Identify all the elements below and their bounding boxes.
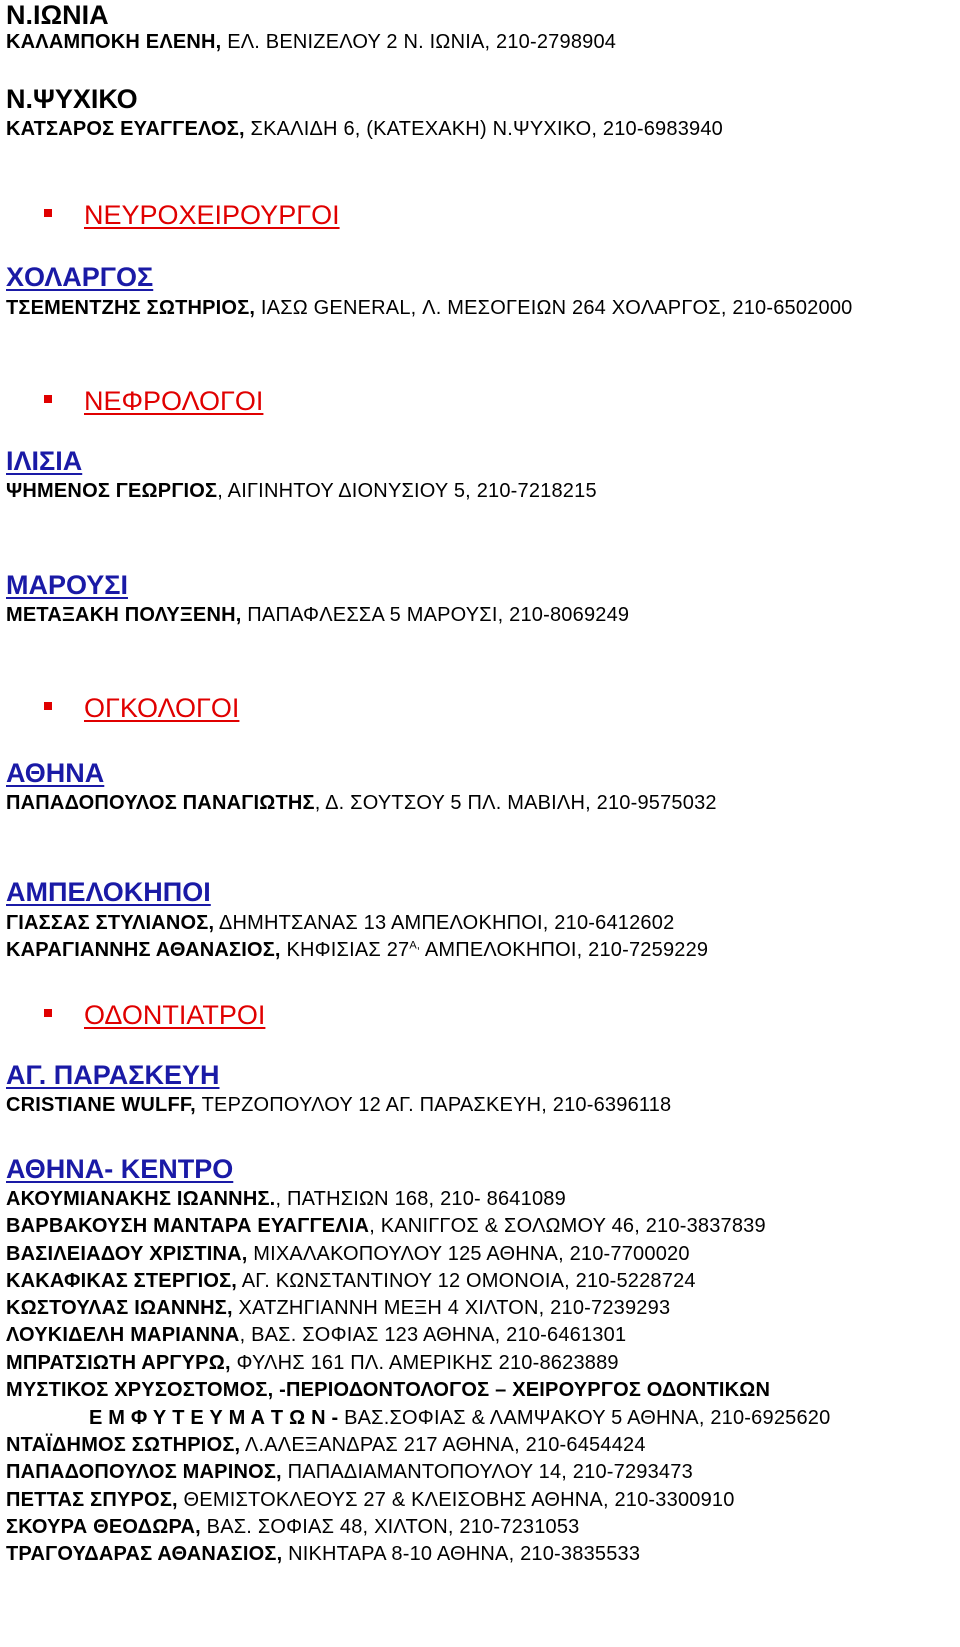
entry-name: ΣΚΟΥΡΑ ΘΕΟΔΩΡΑ, (6, 1516, 201, 1538)
entry-details: ΒΑΣ.ΣΟΦΙΑΣ & ΛΑΜΨΑΚΟΥ 5 ΑΘΗΝΑ, 210-6925620 (338, 1407, 831, 1429)
area-heading: ΑΘΗΝΑ- ΚΕΝΤΡΟ (6, 1154, 234, 1184)
entry-superscript: Α, (409, 939, 421, 952)
entry-name: ΑΚΟΥΜΙΑΝΑΚΗΣ ΙΩΑΝΝΗΣ. (6, 1188, 276, 1210)
entry-name: CRISTIANE WULFF, (6, 1094, 196, 1116)
directory-entry (6, 29, 616, 55)
directory-entry (6, 295, 852, 321)
entry-details: ΚΗΦΙΣΙΑΣ 27 (280, 939, 410, 961)
directory-entry (6, 1268, 696, 1294)
entry-details: Λ.ΑΛΕΞΑΝΔΡΑΣ 217 ΑΘΗΝΑ, 210-6454424 (240, 1434, 646, 1456)
entry-details: ΑΓ. ΚΩΝΣΤΑΝΤΙΝΟΥ 12 ΟΜΟΝΟΙΑ, 210-5228724 (237, 1270, 696, 1292)
entry-name: ΜΠΡΑΤΣΙΩΤΗ ΑΡΓΥΡΩ, (6, 1352, 231, 1374)
directory-entry (6, 1459, 693, 1485)
entry-name: ΚΩΣΤΟΥΛΑΣ ΙΩΑΝΝΗΣ, (6, 1297, 233, 1319)
entry-name: ΠΑΠΑΔΟΠΟΥΛΟΣ ΜΑΡΙΝΟΣ, (6, 1461, 282, 1483)
area-heading: ΙΛΙΣΙΑ (6, 446, 83, 476)
directory-entry (6, 1350, 619, 1376)
bullet-icon (44, 1009, 52, 1017)
bullet-icon (44, 395, 52, 403)
area-heading: ΑΜΠΕΛΟΚΗΠΟΙ (6, 877, 211, 907)
entry-details: ΒΑΣ. ΣΟΦΙΑΣ 48, ΧΙΛΤΟΝ, 210-7231053 (200, 1516, 580, 1538)
entry-name: ΝΤΑΪΔΗΜΟΣ ΣΩΤΗΡΙΟΣ, (6, 1434, 241, 1456)
entry-details: ΣΚΑΛΙΔΗ 6, (ΚΑΤΕΧΑΚΗ) Ν.ΨΥΧΙΚΟ, 210-6983940 (244, 118, 723, 140)
entry-details: ΤΕΡΖΟΠΟΥΛΟΥ 12 ΑΓ. ΠΑΡΑΣΚΕΥΗ, 210-6396118 (195, 1094, 672, 1116)
directory-entry (6, 790, 717, 816)
entry-details: ΕΛ. ΒΕΝΙΖΕΛΟΥ 2 Ν. ΙΩΝΙΑ, 210-2798904 (221, 31, 617, 53)
entry-details: ΙΑΣΩ GENERAL, Λ. ΜΕΣΟΓΕΙΩΝ 264 ΧΟΛΑΡΓΟΣ, 210-6502000 (255, 297, 853, 319)
entry-name: ΠΕΤΤΑΣ ΣΠΥΡΟΣ, (6, 1489, 178, 1511)
directory-entry (6, 1322, 626, 1348)
entry-name: ΓΙΑΣΣΑΣ ΣΤΥΛΙΑΝΟΣ, (6, 912, 215, 934)
entry-details: ΧΑΤΖΗΓΙΑΝΝΗ ΜΕΞΗ 4 ΧΙΛΤΟΝ, 210-7239293 (232, 1297, 671, 1319)
directory-entry (6, 910, 674, 936)
entry-name: ΚΑΚΑΦΙΚΑΣ ΣΤΕΡΓΙΟΣ, (6, 1270, 238, 1292)
entry-name: ΤΡΑΓΟΥΔΑΡΑΣ ΑΘΑΝΑΣΙΟΣ, (6, 1543, 283, 1565)
area-heading: Ν.ΙΩΝΙΑ (6, 0, 109, 30)
directory-entry (6, 116, 723, 142)
bullet-icon (44, 209, 52, 217)
entry-name: ΛΟΥΚΙΔΕΛΗ ΜΑΡΙΑΝΝΑ (6, 1324, 240, 1346)
entry-details: ΠΑΠΑΔΙΑΜΑΝΤΟΠΟΥΛΟΥ 14, 210-7293473 (281, 1461, 693, 1483)
directory-entry (6, 1377, 770, 1403)
entry-details: ΦΥΛΗΣ 161 ΠΛ. ΑΜΕΡΙΚΗΣ 210-8623889 (230, 1352, 619, 1374)
entry-details: ΜΙΧΑΛΑΚΟΠΟΥΛΟΥ 125 ΑΘΗΝΑ, 210-7700020 (247, 1243, 690, 1265)
entry-name: ΜΕΤΑΞΑΚΗ ΠΟΛΥΞΕΝΗ, (6, 604, 242, 626)
entry-name: ΨΗΜΕΝΟΣ ΓΕΩΡΓΙΟΣ (6, 480, 218, 502)
area-heading: ΜΑΡΟΥΣΙ (6, 570, 128, 600)
specialty-label: ΟΓΚΟΛΟΓΟΙ (84, 693, 240, 723)
directory-entry (6, 1487, 735, 1513)
entry-details: ΑΜΠΕΛΟΚΗΠΟΙ, 210-7259229 (420, 939, 709, 961)
entry-name: ΒΑΣΙΛΕΙΑΔΟΥ ΧΡΙΣΤΙΝΑ, (6, 1243, 248, 1265)
entry-name: Ε Μ Φ Υ Τ Ε Υ Μ Α Τ Ω Ν - (89, 1407, 339, 1429)
specialty-label: ΝΕΥΡΟΧΕΙΡΟΥΡΓΟΙ (84, 200, 340, 230)
area-heading: ΑΘΗΝΑ (6, 758, 105, 788)
directory-entry (6, 1541, 640, 1567)
entry-name: ΚΑΡΑΓΙΑΝΝΗΣ ΑΘΑΝΑΣΙΟΣ, (6, 939, 281, 961)
area-heading: Ν.ΨΥΧΙΚΟ (6, 84, 138, 114)
directory-entry (6, 478, 597, 504)
directory-entry (6, 602, 629, 628)
entry-details: , ΠΑΤΗΣΙΩΝ 168, 210- 8641089 (275, 1188, 566, 1210)
entry-name: ΚΑΤΣΑΡΟΣ ΕΥΑΓΓΕΛΟΣ, (6, 118, 245, 140)
entry-name: ΤΣΕΜΕΝΤΖΗΣ ΣΩΤΗΡΙΟΣ, (6, 297, 256, 319)
specialty-heading (44, 693, 239, 723)
directory-entry (6, 1432, 646, 1458)
directory-entry (6, 1092, 671, 1118)
directory-entry (6, 1295, 670, 1321)
bullet-icon (44, 702, 52, 710)
entry-name: ΠΑΠΑΔΟΠΟΥΛΟΣ ΠΑΝΑΓΙΩΤΗΣ (6, 792, 315, 814)
entry-name: ΜΥΣΤΙΚΟΣ ΧΡΥΣΟΣΤΟΜΟΣ, -ΠΕΡΙΟΔΟΝΤΟΛΟΓΟΣ – ΧΕΙΡΟΥΡΓΟΣ ΟΔΟΝΤΙΚΩΝ (6, 1379, 771, 1401)
entry-name: ΒΑΡΒΑΚΟΥΣΗ ΜΑΝΤΑΡΑ ΕΥΑΓΓΕΛΙΑ (6, 1215, 370, 1237)
directory-entry (6, 1213, 766, 1239)
directory-entry (6, 1405, 830, 1431)
specialty-label: ΟΔΟΝΤΙΑΤΡΟΙ (84, 1000, 266, 1030)
area-heading: ΧΟΛΑΡΓΟΣ (6, 262, 154, 292)
directory-entry (6, 1514, 580, 1540)
area-heading: ΑΓ. ΠΑΡΑΣΚΕΥΗ (6, 1060, 220, 1090)
entry-name: ΚΑΛΑΜΠΟΚΗ ΕΛΕΝΗ, (6, 31, 222, 53)
entry-details: ΠΑΠΑΦΛΕΣΣΑ 5 ΜΑΡΟΥΣΙ, 210-8069249 (241, 604, 630, 626)
directory-entry (6, 1241, 690, 1267)
entry-details: , ΑΙΓΙΝΗΤΟΥ ΔΙΟΝΥΣΙΟΥ 5, 210-7218215 (217, 480, 597, 502)
specialty-label: ΝΕΦΡΟΛΟΓΟΙ (84, 386, 264, 416)
entry-details: ΘΕΜΙΣΤΟΚΛΕΟΥΣ 27 & ΚΛΕΙΣΟΒΗΣ ΑΘΗΝΑ, 210-3300910 (177, 1489, 735, 1511)
entry-details: , ΒΑΣ. ΣΟΦΙΑΣ 123 ΑΘΗΝΑ, 210-6461301 (239, 1324, 627, 1346)
entry-details: , ΚΑΝΙΓΓΟΣ & ΣΟΛΩΜΟΥ 46, 210-3837839 (369, 1215, 766, 1237)
specialty-heading (44, 200, 340, 230)
specialty-heading (44, 386, 263, 416)
directory-entry (6, 1186, 566, 1212)
entry-details: ΔΗΜΗΤΣΑΝΑΣ 13 ΑΜΠΕΛΟΚΗΠΟΙ, 210-6412602 (214, 912, 675, 934)
entry-details: , Δ. ΣΟΥΤΣΟΥ 5 ΠΛ. ΜΑΒΙΛΗ, 210-9575032 (314, 792, 717, 814)
entry-details: ΝΙΚΗΤΑΡΑ 8-10 ΑΘΗΝΑ, 210-3835533 (282, 1543, 641, 1565)
specialty-heading (44, 1000, 265, 1030)
directory-entry (6, 937, 708, 963)
